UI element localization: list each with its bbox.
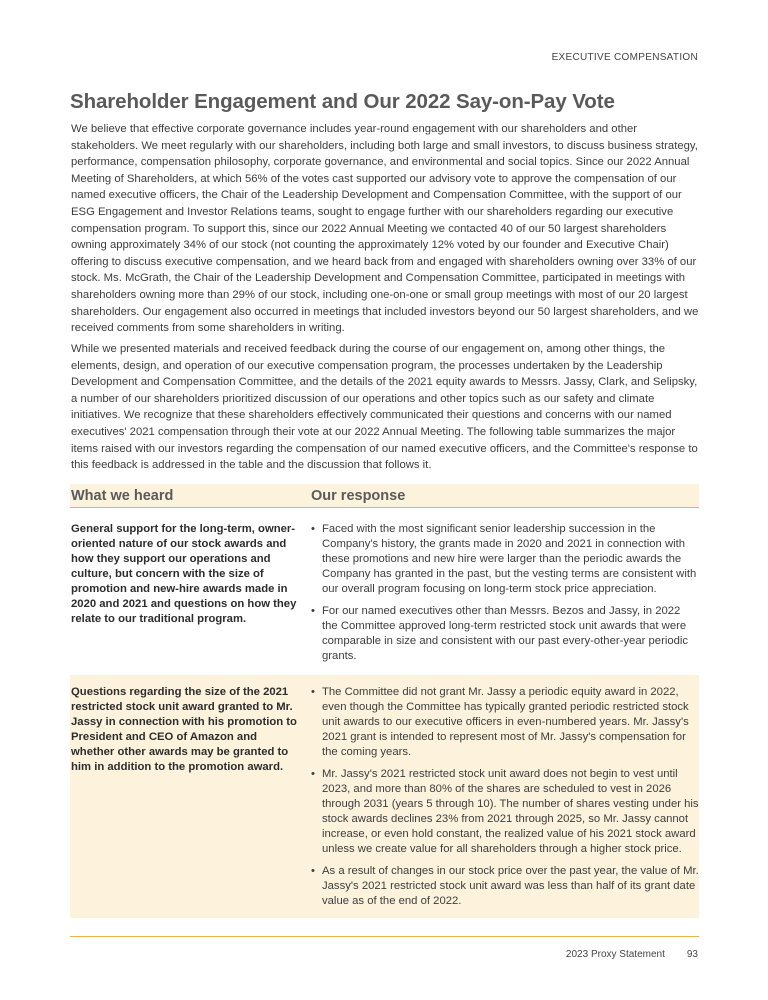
table-row xyxy=(70,520,699,670)
engagement-table xyxy=(70,484,699,918)
feedback-paragraph: While we presented materials and received feedback during the course of our engagement on, among other things, the elements, design, and operation of our executive compensation program, the processes undertaken by the Leadership Development and Compensation Committee, and the details of the 2021 equity awards to Messrs. Jassy, Clark, and Selipsky, a number of our shareholders prioritized discussion of our operations and other topics such as our safety and climate initiatives. We recognize that these shareholders effectively communicated their questions and concerns with our named executives' 2021 compensation through their vote at our 2022 Annual Meeting. The following table summarizes the major items raised with our investors regarding the compensation of our named executive officers, and the Committee's response to this feedback is addressed in the table and the discussion that follows it. xyxy=(71,343,698,472)
page-number: 93 xyxy=(686,949,698,960)
response-bullet: • Mr. Jassy's 2021 restricted stock unit award does not begin to vest until 2023, and more than 80% of the shares are scheduled to vest in 2026 through 2031 (years 5 through 10). The number of shares vesting under his stock awards declines 23% from 2021 through 2025, so Mr. Jassy cannot increase, or even hold constant, the realized value of his 2021 stock award unless we create value for all shareholders through a higher stock price. xyxy=(311,767,699,857)
intro-paragraph: We believe that effective corporate governance includes year-round engagement with our shareholders and other stakeholders. We meet regularly with our shareholders, including both large and small investors, to discuss business strategy, performance, compensation philosophy, corporate governance, and environmental and social topics. Since our 2022 Annual Meeting of Shareholders, at which 56% of the votes cast supported our advisory vote to approve the compensation of our named executive officers, the Chair of the Leadership Development and Compensation Committee, with the support of our ESG Engagement and Investor Relations teams, sought to engage further with our shareholders regarding our executive compensation program. To support this, since our 2022 Annual Meeting we contacted 40 of our 50 largest shareholders owning approximately 34% of our stock (not counting the approximately 12% voted by our founder and Executive Chair) offering to discuss executive compensation, and we heard back from and engaged with shareholders owning over 33% of our stock. Ms. McGrath, the Chair of the Leadership Development and Compensation Committee, participated in meetings with shareholders owning more than 29% of our stock, including one-on-one or small group meetings with most of our 20 largest shareholders. Our engagement also occurred in meetings that included investors beyond our 50 largest shareholders, and we received comments from some shareholders in writing. xyxy=(71,123,699,335)
column-header-our-response: Our response xyxy=(311,487,406,504)
page-footer xyxy=(566,949,698,960)
heard-cell: Questions regarding the size of the 2021 restricted stock unit award granted to Mr. Jassy in connection with his promotion to President and CEO of Amazon and whether other awards may be granted to him in addition to the promotion award. xyxy=(71,686,297,773)
response-bullet: • The Committee did not grant Mr. Jassy a periodic equity award in 2022, even though the Committee has typically granted periodic restricted stock unit awards to our executive officers in even-numbered years. Mr. Jassy's 2021 grant is intended to represent most of Mr. Jassy's compensation for the coming years. xyxy=(311,685,699,760)
page-title: Shareholder Engagement and Our 2022 Say-on-Pay Vote xyxy=(70,90,615,113)
heard-cell: General support for the long-term, owner-oriented nature of our stock awards and how they support our operations and culture, but concern with the size of promotion and new-hire awards made in 2020 and 2021 and questions on how they relate to our traditional program. xyxy=(71,523,297,625)
response-cell xyxy=(311,520,699,670)
section-label: EXECUTIVE COMPENSATION xyxy=(551,52,698,63)
column-header-what-we-heard: What we heard xyxy=(71,487,174,504)
table-header xyxy=(70,484,699,508)
response-bullet: • As a result of changes in our stock price over the past year, the value of Mr. Jassy's 2021 restricted stock unit award was less than half of its grant date value as of the end of 2022. xyxy=(311,864,699,909)
document-name: 2023 Proxy Statement xyxy=(565,949,665,960)
response-bullet: • Faced with the most significant senior leadership succession in the Company's history, the grants made in 2020 and 2021 in connection with these promotions and new hire were larger than the periodic awards the Company has granted in the past, but the vesting terms are consistent with our overall program focusing on long-term stock price appreciation. xyxy=(311,522,699,597)
response-bullet: • For our named executives other than Messrs. Bezos and Jassy, in 2022 the Committee approved long-term restricted stock unit awards that were comparable in size and consistent with our past every-other-year periodic grants. xyxy=(311,604,699,664)
table-row xyxy=(70,675,699,918)
response-cell xyxy=(311,685,699,918)
footer-divider xyxy=(70,936,699,937)
